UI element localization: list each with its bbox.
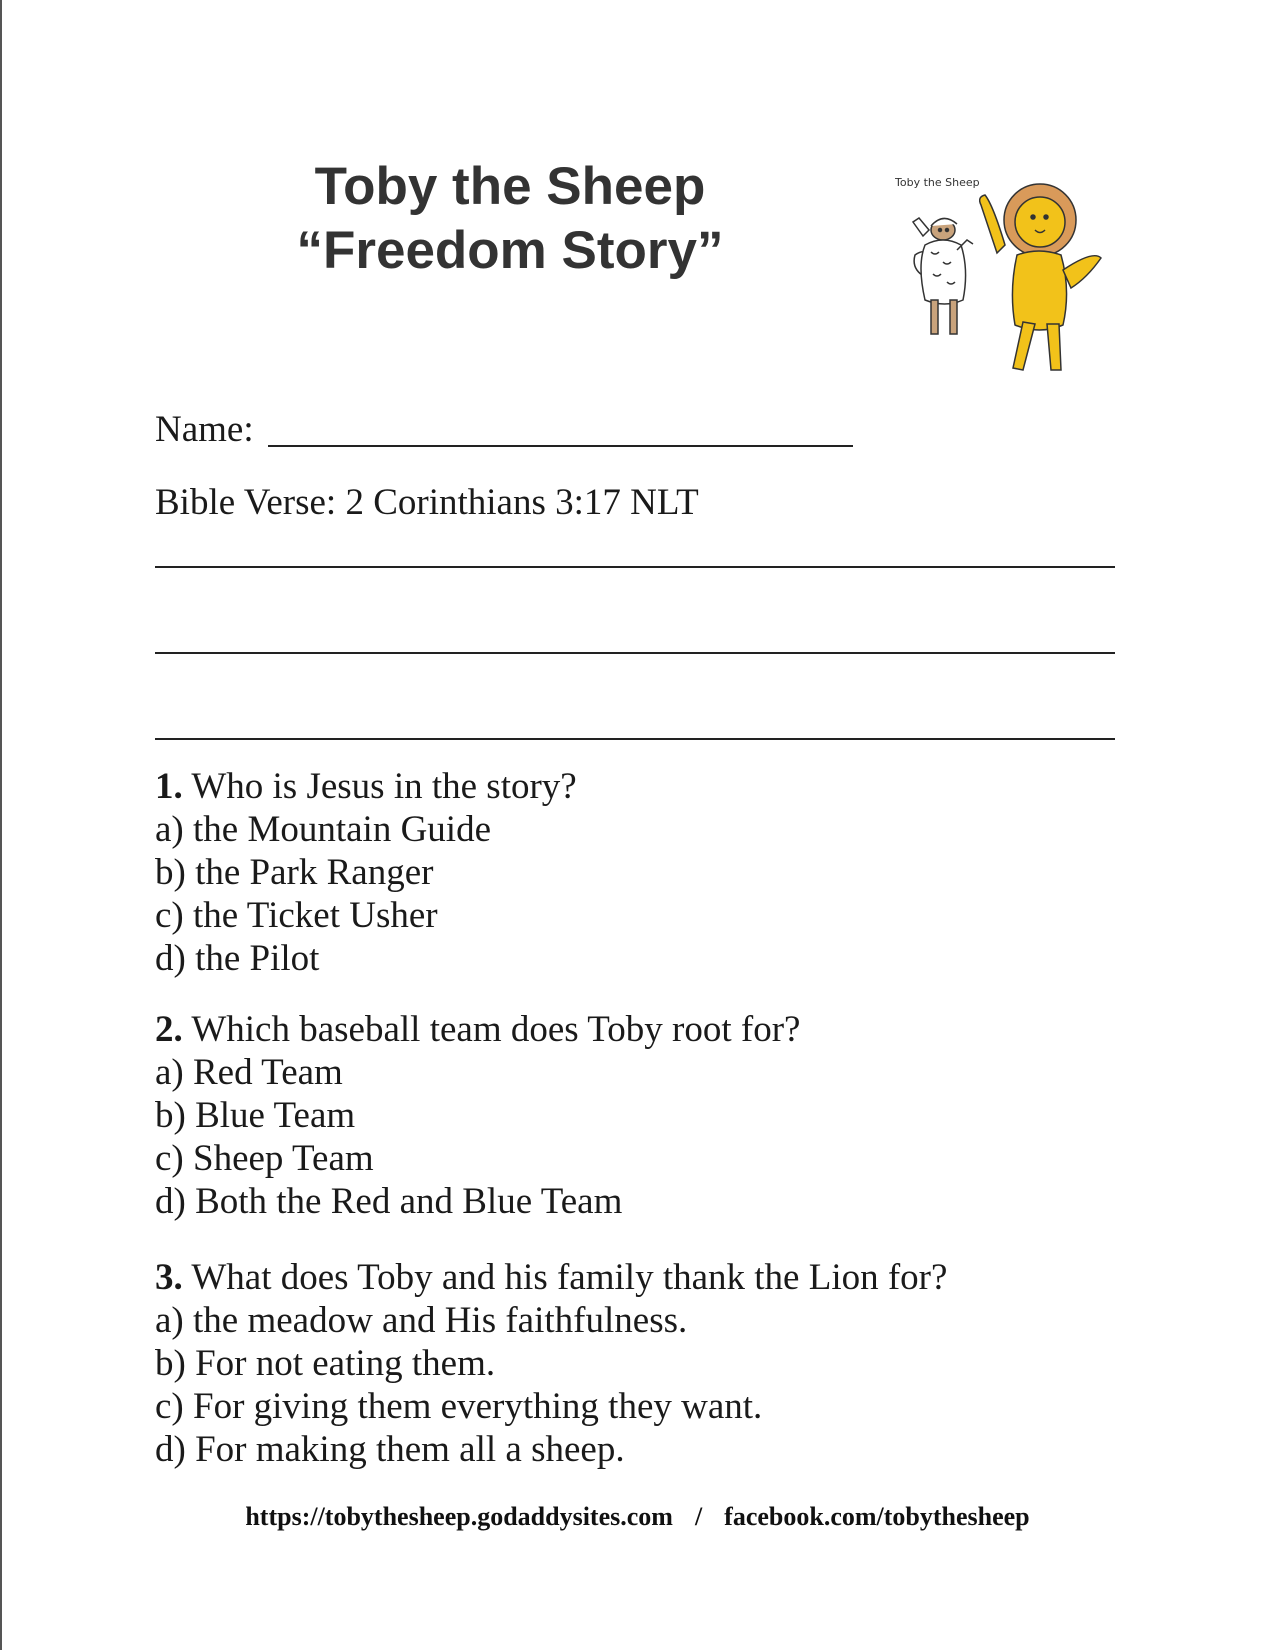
lion-icon bbox=[980, 184, 1101, 370]
question-text: 3. What does Toby and his family thank the Lion for? bbox=[155, 1257, 948, 1298]
answer-option: c) For giving them everything they want. bbox=[155, 1386, 763, 1427]
verse-write-line[interactable] bbox=[155, 652, 1115, 654]
verse-write-line[interactable] bbox=[155, 566, 1115, 568]
question-2 bbox=[155, 1008, 800, 1223]
toby-and-lion-illustration bbox=[895, 170, 1125, 375]
question-3 bbox=[155, 1256, 947, 1471]
answer-option: d) For making them all a sheep. bbox=[155, 1429, 625, 1470]
question-text: 2. Which baseball team does Toby root for? bbox=[155, 1009, 801, 1050]
name-label: Name: bbox=[155, 409, 254, 450]
answer-option: d) the Pilot bbox=[155, 938, 320, 979]
illustration-caption: Toby the Sheep bbox=[895, 176, 980, 189]
answer-option: c) the Ticket Usher bbox=[155, 895, 438, 936]
page-subtitle: “Freedom Story” bbox=[296, 221, 724, 280]
question-1 bbox=[155, 765, 577, 980]
answer-option: c) Sheep Team bbox=[155, 1138, 374, 1179]
answer-option: b) the Park Ranger bbox=[155, 852, 434, 893]
answer-option: a) the meadow and His faithfulness. bbox=[155, 1300, 688, 1341]
answer-option: b) Blue Team bbox=[155, 1095, 356, 1136]
footer-separator: / bbox=[694, 1502, 703, 1531]
answer-option: b) For not eating them. bbox=[155, 1343, 496, 1384]
facebook-link[interactable]: facebook.com/tobythesheep bbox=[724, 1502, 1030, 1531]
answer-option: d) Both the Red and Blue Team bbox=[155, 1181, 623, 1222]
name-input-line[interactable] bbox=[268, 405, 853, 447]
answer-option: a) Red Team bbox=[155, 1052, 343, 1093]
page-left-border bbox=[0, 0, 2, 1650]
sheep-icon bbox=[913, 218, 973, 334]
page-title: Toby the Sheep bbox=[314, 157, 706, 216]
question-text: 1. Who is Jesus in the story? bbox=[155, 766, 577, 807]
name-field-row bbox=[155, 405, 853, 453]
website-link[interactable]: https://tobythesheep.godaddysites.com bbox=[245, 1502, 673, 1531]
bible-verse-label: Bible Verse: 2 Corinthians 3:17 NLT bbox=[155, 482, 699, 523]
footer-links bbox=[0, 1502, 1275, 1532]
answer-option: a) the Mountain Guide bbox=[155, 809, 491, 850]
verse-write-line[interactable] bbox=[155, 738, 1115, 740]
